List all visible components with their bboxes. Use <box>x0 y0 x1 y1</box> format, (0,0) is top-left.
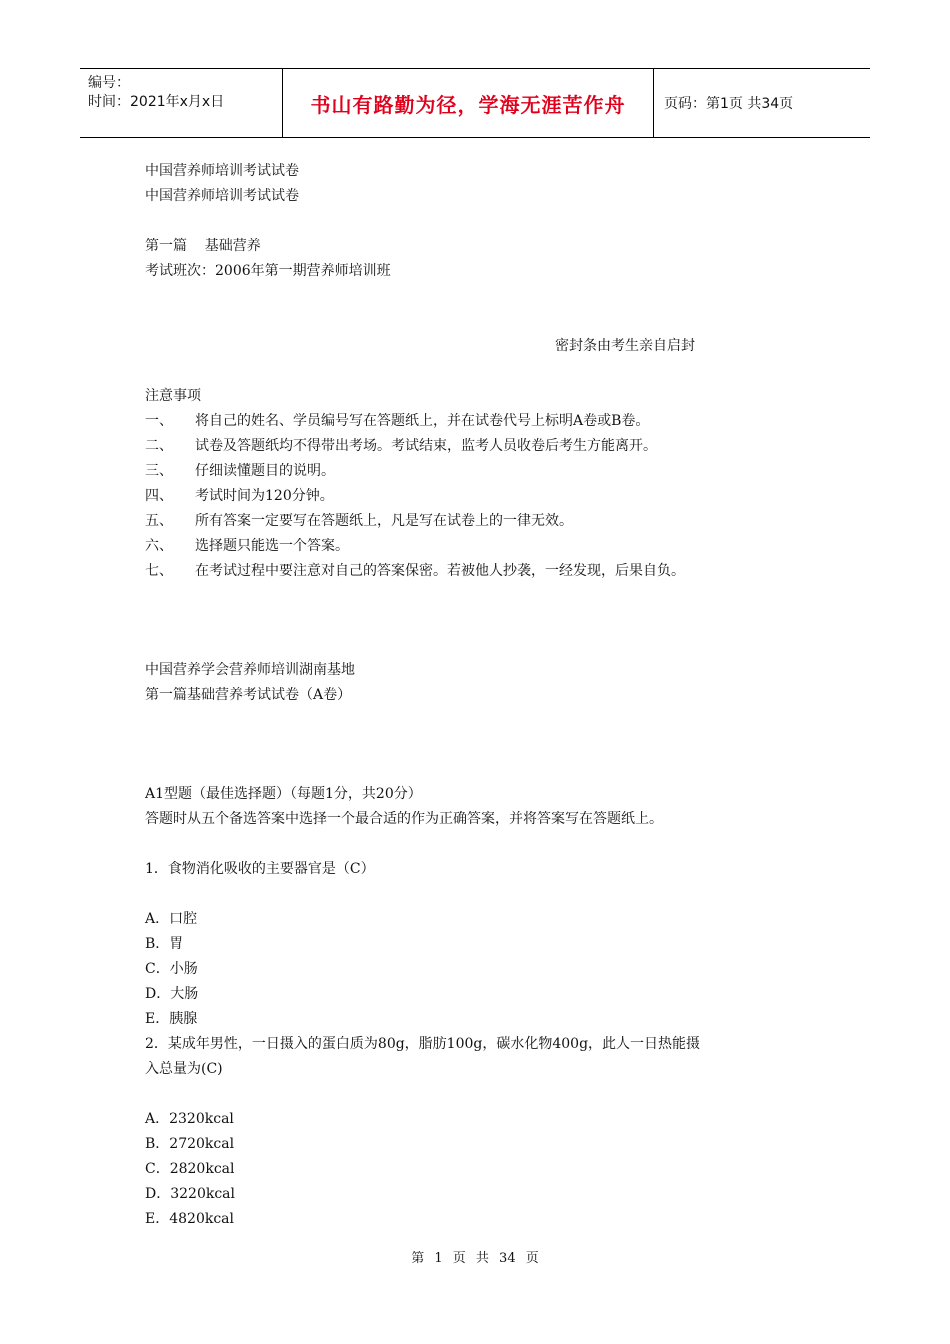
question-2-line-2: 入总量为(C) <box>145 1061 223 1077</box>
option-item: B．2720kcal <box>145 1136 235 1152</box>
option-item: C．2820kcal <box>145 1161 235 1177</box>
page-header <box>80 68 870 138</box>
a1-instruction: 答题时从五个备选答案中选择一个最合适的作为正确答案，并将答案写在答题纸上。 <box>145 811 663 827</box>
note-item: 三、 仔细读懂题目的说明。 <box>145 463 335 479</box>
option-item: E．4820kcal <box>145 1211 234 1227</box>
option-item: C．小肠 <box>145 961 198 977</box>
note-item: 六、 选择题只能选一个答案。 <box>145 538 349 554</box>
option-item: B．胃 <box>145 936 184 952</box>
note-item: 二、 试卷及答题纸均不得带出考场。考试结束，监考人员收卷后考生方能离开。 <box>145 438 657 454</box>
option-item: D．大肠 <box>145 986 199 1002</box>
doc-time-label: 时间：2021年x月x日 <box>88 94 225 110</box>
a1-section-title: A1型题（最佳选择题）（每题1分，共20分） <box>145 786 422 802</box>
header-page-info: 页码：第1页 共34页 <box>664 96 794 112</box>
note-item: 五、 所有答案一定要写在答题纸上，凡是写在试卷上的一律无效。 <box>145 513 573 529</box>
notes-title: 注意事项 <box>145 388 201 404</box>
option-item: D．3220kcal <box>145 1186 236 1202</box>
header-motto-cell <box>282 69 654 137</box>
header-motto: 书山有路勤为径，学海无涯苦作舟 <box>310 92 626 117</box>
header-meta <box>80 69 282 137</box>
option-item: E．胰腺 <box>145 1011 198 1027</box>
doc-title-2: 中国营养师培训考试试卷 <box>145 188 299 204</box>
seal-note: 密封条由考生亲自启封 <box>555 338 695 354</box>
option-item: A．2320kcal <box>145 1111 234 1127</box>
paper-title: 第一篇基础营养考试试卷（A卷） <box>145 687 352 703</box>
section-heading: 第一篇 基础营养 <box>145 238 261 254</box>
note-item: 七、 在考试过程中要注意对自己的答案保密。若被他人抄袭，一经发现，后果自负。 <box>145 563 685 579</box>
question-2-line-1: 2．某成年男性，一日摄入的蛋白质为80g，脂肪100g，碳水化物400g，此人一日热能摄 <box>145 1036 701 1052</box>
page-footer: 第 1 页 共 34 页 <box>411 1251 539 1266</box>
question-1: 1．食物消化吸收的主要器官是（C） <box>145 861 375 877</box>
exam-session: 考试班次：2006年第一期营养师培训班 <box>145 263 391 279</box>
option-item: A．口腔 <box>145 911 198 927</box>
doc-number-label: 编号： <box>88 75 130 91</box>
doc-title-1: 中国营养师培训考试试卷 <box>145 163 299 179</box>
note-item: 四、 考试时间为120分钟。 <box>145 488 334 504</box>
note-item: 一、 将自己的姓名、学员编号写在答题纸上，并在试卷代号上标明A卷或B卷。 <box>145 413 650 429</box>
organization: 中国营养学会营养师培训湖南基地 <box>145 662 355 678</box>
